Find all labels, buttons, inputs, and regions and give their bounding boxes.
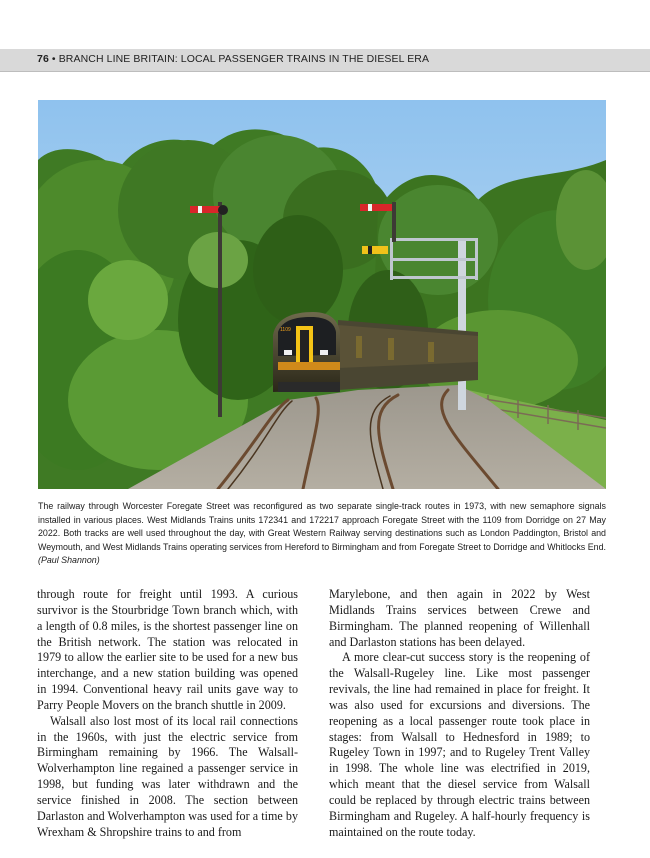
body-column-left [37,587,298,841]
running-header [0,49,650,72]
railway-photograph [38,100,606,489]
page-number: 76 [37,53,49,65]
header-separator: • [48,53,59,65]
book-title: BRANCH LINE BRITAIN: LOCAL PASSENGER TRAINS IN THE DIESEL ERA [58,53,430,65]
photo-credit: (Paul Shannon) [38,555,100,566]
photo-caption [38,500,606,568]
running-header-text [37,53,429,65]
body-paragraph: through route for freight until 1993. A curious survivor is the Stourbridge Town branch which, with a length of 0.8 miles, is the shortest passenger line on the British network. The station was relocated in 1979 to allow the earlier site to be used for a new bus interchange, and a new station building was opened in 1994. Conventional heavy rail units gave way to Parry People Movers on the branch shuttle in 2009. [37,587,298,712]
body-paragraph: Marylebone, and then again in 2022 by West Midlands Trains services between Crewe and Birmingham. The planned reopening of Willenhall and Darlaston stations has been delayed. [329,587,590,649]
body-column-right [329,587,590,841]
body-paragraph: A more clear-cut success story is the reopening of the Walsall-Rugeley line. Like most passenger revivals, the line had remained in place for freight. It was also used for excursions and diversions. The reopening as a local passenger route took place in stages: from Walsall to Hednesford in 1989; to Rugeley Town in 1997; and to Rugeley Trent Valley in 1998. The whole line was electrified in 2019, which meant that the diesel service from Walsall could be replaced by through electric trains between Birmingham and Rugeley. A half-hourly frequency is maintained on the route today. [329,650,590,839]
body-paragraph: Walsall also lost most of its local rail connections in the 1960s, with just the electric service from Birmingham remaining by 1966. The Walsall-Wolverhampton line regained a passenger service in 1998, but funding was later withdrawn and the service finished in 2008. The section between Darlaston and Wolverhampton was used for a time by Wrexham & Shropshire trains to and from [37,713,298,839]
train-headcode: 1109 [280,327,291,333]
caption-text: The railway through Worcester Foregate Street was reconfigured as two separate single-track routes in 1973, with new semaphore signals installed in various places. West Midlands Trains units 172341 and 172217 approach Foregate Street with the 1109 from Dorridge on 27 May 2022. Both tracks are well used throughout the day, with Great Western Railway serving destinations such as London Paddington, Bristol and Weymouth, and West Midlands Trains operating services from Hereford to Birmingham and from Foregate Street to Dorridge and Whitlocks End. [38,501,606,552]
